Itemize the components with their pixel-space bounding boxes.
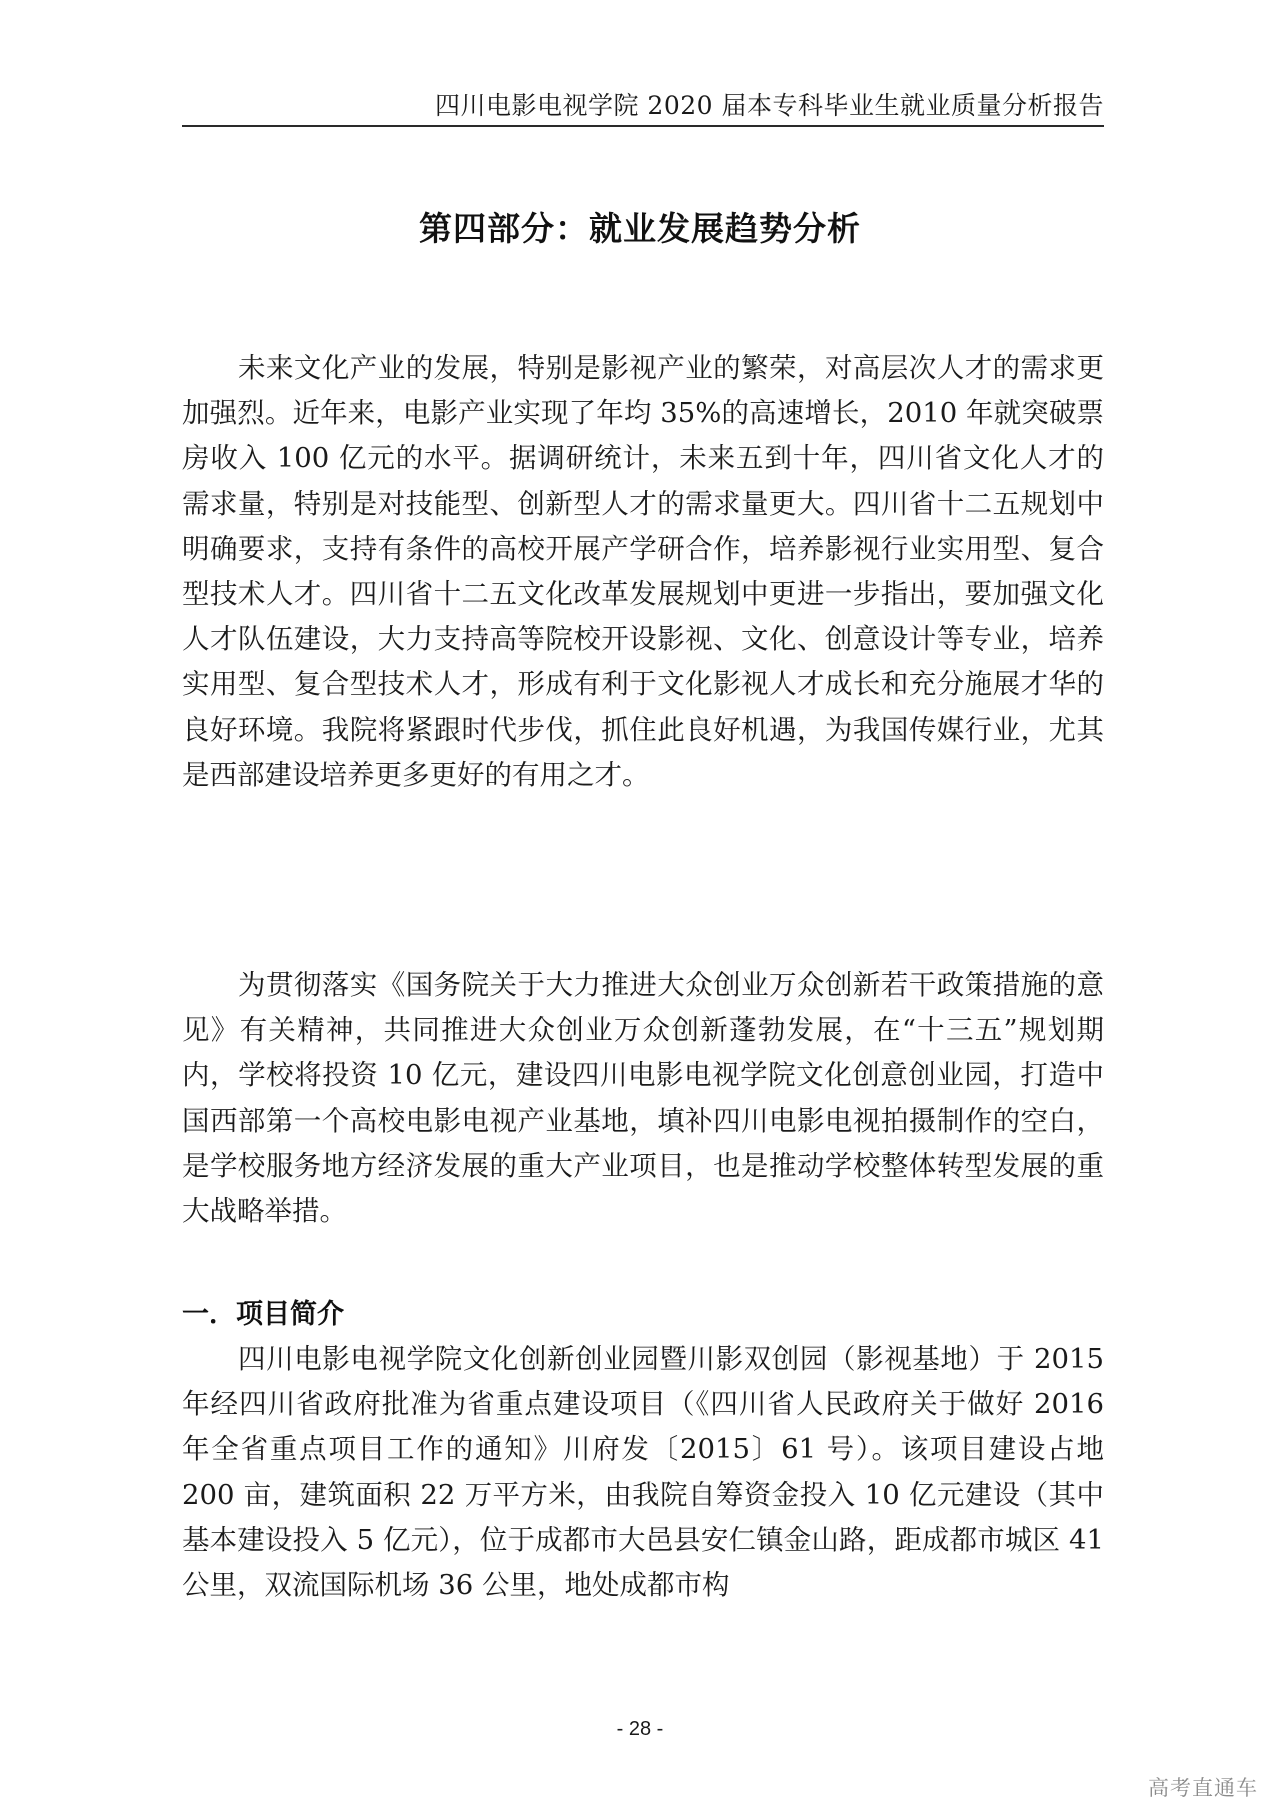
header-divider bbox=[182, 125, 1104, 127]
page-number: - 28 - bbox=[616, 1718, 664, 1740]
watermark-logo-text: 高考直通车 bbox=[1148, 1776, 1258, 1800]
body-paragraph-1: 未来文化产业的发展，特别是影视产业的繁荣，对高层次人才的需求更加强烈。近年来，电影产业实现了年均 35%的高速增长，2010 年就突破票房收入 100 亿元的水平。据调研统计，未来五到十年，四川省文化人才的需求量，特别是对技能型、创新型人才的需求量更大。四川省十二五规划中明确要求，支持有条件的高校开展产学研合作，培养影视行业实用型、复合型技术人才。四川省十二五文化改革发展规划中更进一步指出，要加强文化人才队伍建设，大力支持高等院校开设影视、文化、创意设计等专业，培养实用型、复合型技术人才，形成有利于文化影视人才成长和充分施展才华的良好环境。我院将紧跟时代步伐，抓住此良好机遇，为我国传媒行业，尤其是西部建设培养更多更好的有用之才。 bbox=[182, 352, 1104, 791]
section-paragraph: 四川电影电视学院文化创新创业园暨川影双创园（影视基地）于 2015 年经四川省政府批准为省重点建设项目（《四川省人民政府关于做好 2016 年全省重点项目工作的通知》川府发〔2015〕61 号）。该项目建设占地 200 亩，建筑面积 22 万平方米，由我院自筹资金投入 10 亿元建设（其中基本建设投入 5 亿元），位于成都市大邑县安仁镇金山路，距成都市城区 41 公里，双流国际机场 36 公里，地处成都市构 bbox=[182, 1343, 1104, 1602]
section-heading: 一．项目简介 bbox=[182, 1299, 344, 1330]
body-paragraph-2: 为贯彻落实《国务院关于大力推进大众创业万众创新若干政策措施的意见》有关精神，共同推进大众创业万众创新蓬勃发展，在“十三五”规划期内，学校将投资 10 亿元，建设四川电影电视学院文化创意创业园，打造中国西部第一个高校电影电视产业基地，填补四川电影电视拍摄制作的空白，是学校服务地方经济发展的重大产业项目，也是推动学校整体转型发展的重大战略举措。 bbox=[182, 969, 1104, 1228]
report-header-title: 四川电影电视学院 2020 届本专科毕业生就业质量分析报告 bbox=[434, 91, 1104, 120]
part-title: 第四部分：就业发展趋势分析 bbox=[419, 209, 861, 248]
